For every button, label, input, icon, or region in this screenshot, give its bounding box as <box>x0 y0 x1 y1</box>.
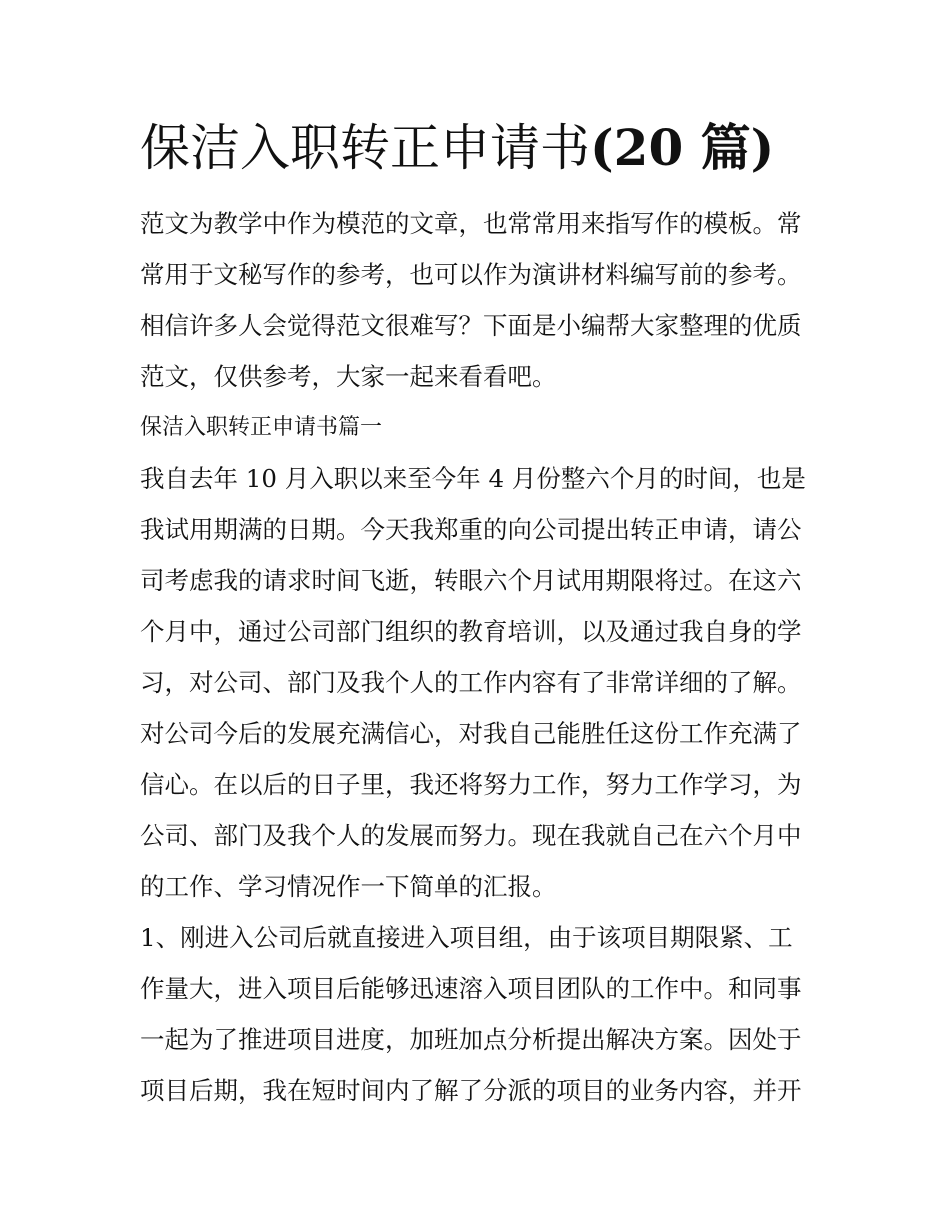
paragraph-line: 一起为了推进项目进度，加班加点分析提出解决方案。因处于 <box>140 1025 802 1054</box>
paragraph-line: 范文，仅供参考，大家一起来看看吧。 <box>140 362 557 391</box>
paragraph-line: 个月中，通过公司部门组织的教育培训，以及通过我自身的学 <box>140 617 802 646</box>
paragraph-line: 范文为教学中作为模范的文章，也常常用来指写作的模板。常 <box>140 209 802 238</box>
document-body <box>140 198 820 1116</box>
paragraph-line: 司考虑我的请求时间飞逝，转眼六个月试用期限将过。在这六 <box>140 566 802 595</box>
title-main-text: 保洁入职转正申请书 <box>140 119 590 177</box>
paragraph-line: 我自去年 10 月入职以来至今年 4 月份整六个月的时间，也是 <box>140 464 806 493</box>
paragraph-line: 公司、部门及我个人的发展而努力。现在我就自己在六个月中 <box>140 821 802 850</box>
paragraph-line: 习，对公司、部门及我个人的工作内容有了非常详细的了解。 <box>140 668 802 697</box>
paragraph-line: 我试用期满的日期。今天我郑重的向公司提出转正申请，请公 <box>140 515 802 544</box>
paragraph-line: 信心。在以后的日子里，我还将努力工作，努力工作学习，为 <box>140 770 802 799</box>
paragraph-line: 对公司今后的发展充满信心，对我自己能胜任这份工作充满了 <box>140 719 802 748</box>
document-title <box>140 118 774 178</box>
paragraph-line: 1、刚进入公司后就直接进入项目组，由于该项目期限紧、工 <box>140 923 793 952</box>
section-heading: 保洁入职转正申请书篇一 <box>140 415 383 440</box>
title-suffix-text: (20 篇) <box>590 118 775 177</box>
paragraph-line: 相信许多人会觉得范文很难写？下面是小编帮大家整理的优质 <box>140 311 802 340</box>
paragraph-line: 的工作、学习情况作一下简单的汇报。 <box>140 872 557 901</box>
paragraph-line: 常用于文秘写作的参考，也可以作为演讲材料编写前的参考。 <box>140 260 802 289</box>
paragraph-line: 项目后期，我在短时间内了解了分派的项目的业务内容，并开 <box>140 1076 802 1105</box>
paragraph-line: 作量大，进入项目后能够迅速溶入项目团队的工作中。和同事 <box>140 974 802 1003</box>
